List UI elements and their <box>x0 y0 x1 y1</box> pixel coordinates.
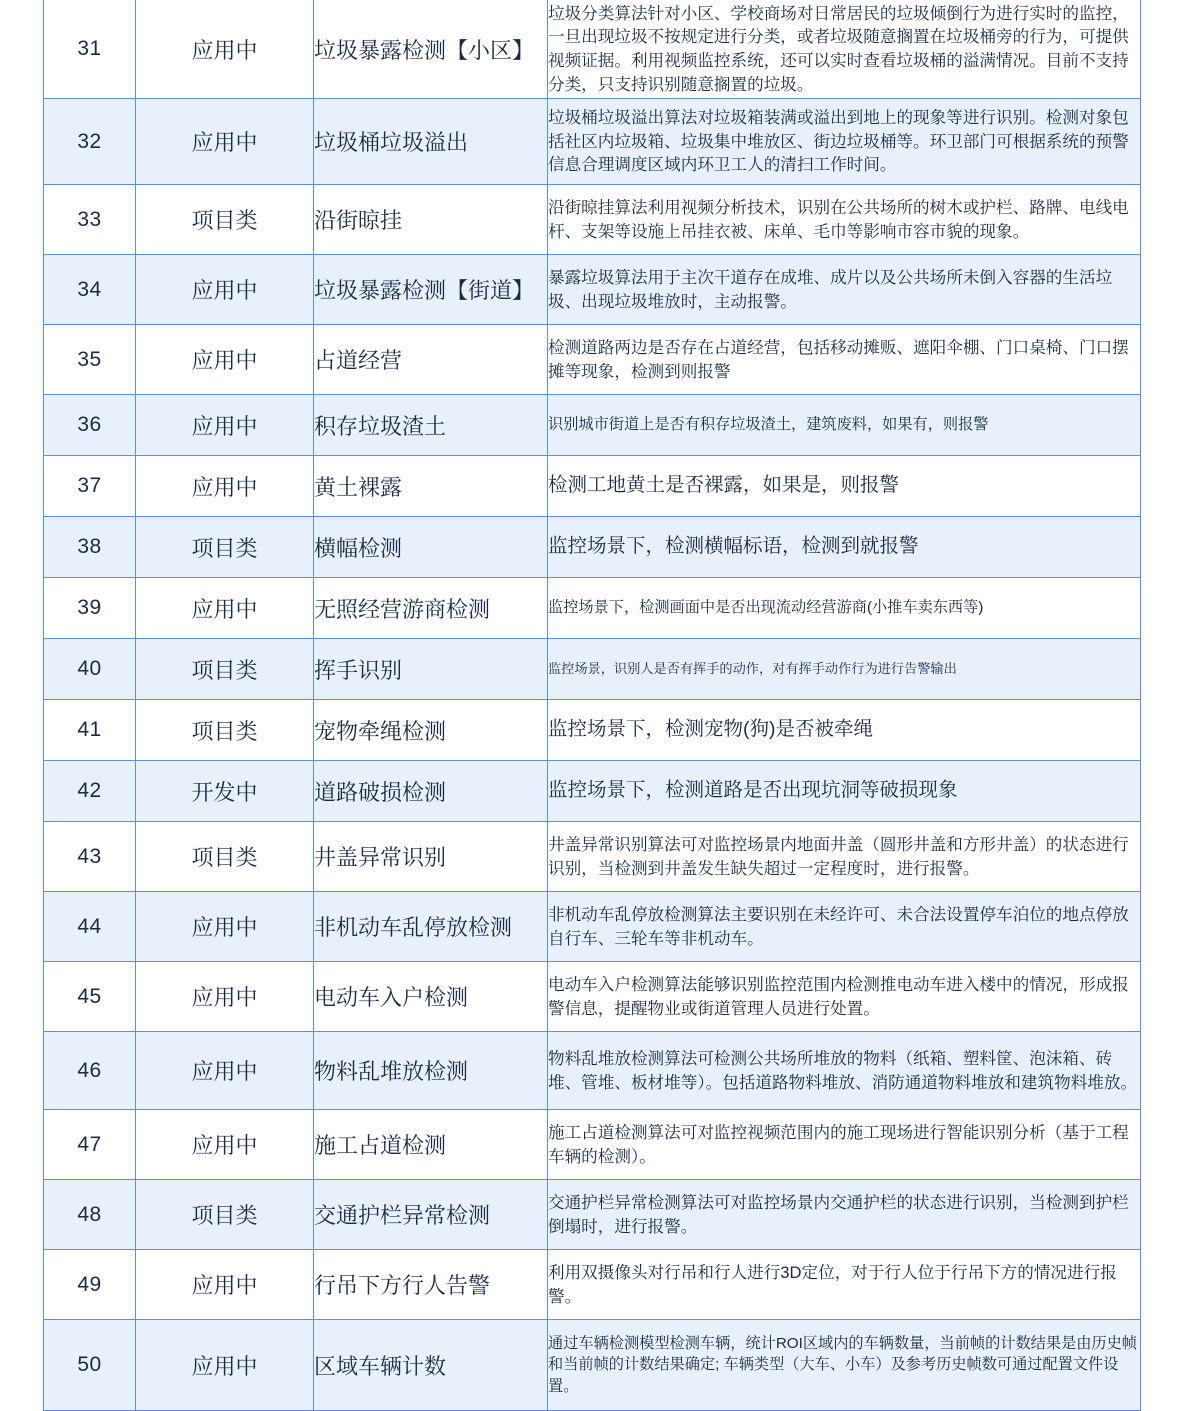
row-index-cell: 36 <box>44 395 136 456</box>
table-row[interactable] <box>44 1320 1141 1411</box>
row-algorithm-name-cell: 道路破损检测 <box>314 761 548 822</box>
row-index-cell: 32 <box>44 99 136 185</box>
row-status-cell: 应用中 <box>136 962 314 1032</box>
row-status-cell: 应用中 <box>136 395 314 456</box>
row-status-cell: 项目类 <box>136 639 314 700</box>
row-algorithm-name-cell: 区域车辆计数 <box>314 1320 548 1411</box>
row-status-cell: 开发中 <box>136 761 314 822</box>
row-status-cell: 应用中 <box>136 1320 314 1411</box>
row-status-cell: 应用中 <box>136 255 314 325</box>
table-row[interactable] <box>44 578 1141 639</box>
row-status-cell: 应用中 <box>136 1110 314 1180</box>
row-algorithm-name-cell: 物料乱堆放检测 <box>314 1032 548 1110</box>
row-index-cell: 34 <box>44 255 136 325</box>
row-index-cell: 35 <box>44 325 136 395</box>
row-description-cell: 暴露垃圾算法用于主次干道存在成堆、成片以及公共场所未倒入容器的生活垃圾、出现垃圾堆放时，主动报警。 <box>548 255 1141 325</box>
row-status-cell: 应用中 <box>136 99 314 185</box>
row-algorithm-name-cell: 黄土裸露 <box>314 456 548 517</box>
row-description-cell: 检测工地黄土是否裸露，如果是，则报警 <box>548 456 1141 517</box>
table-row[interactable] <box>44 255 1141 325</box>
row-status-cell: 应用中 <box>136 892 314 962</box>
row-status-cell: 项目类 <box>136 700 314 761</box>
row-algorithm-name-cell: 宠物牵绳检测 <box>314 700 548 761</box>
row-algorithm-name-cell: 积存垃圾渣土 <box>314 395 548 456</box>
row-algorithm-name-cell: 垃圾桶垃圾溢出 <box>314 99 548 185</box>
row-status-cell: 应用中 <box>136 578 314 639</box>
table-row[interactable] <box>44 761 1141 822</box>
row-index-cell: 46 <box>44 1032 136 1110</box>
row-algorithm-name-cell: 垃圾暴露检测【小区】 <box>314 0 548 99</box>
row-description-cell: 利用双摄像头对行吊和行人进行3D定位，对于行人位于行吊下方的情况进行报警。 <box>548 1250 1141 1320</box>
row-index-cell: 40 <box>44 639 136 700</box>
table-row[interactable] <box>44 639 1141 700</box>
row-algorithm-name-cell: 挥手识别 <box>314 639 548 700</box>
table-row[interactable] <box>44 822 1141 892</box>
table-row[interactable] <box>44 0 1141 99</box>
table-row[interactable] <box>44 325 1141 395</box>
row-description-cell: 检测道路两边是否存在占道经营，包括移动摊贩、遮阳伞棚、门口桌椅、门口摆摊等现象，检测到则报警 <box>548 325 1141 395</box>
row-index-cell: 41 <box>44 700 136 761</box>
row-status-cell: 项目类 <box>136 822 314 892</box>
row-algorithm-name-cell: 交通护栏异常检测 <box>314 1180 548 1250</box>
table-row[interactable] <box>44 962 1141 1032</box>
row-algorithm-name-cell: 占道经营 <box>314 325 548 395</box>
table-row[interactable] <box>44 1032 1141 1110</box>
row-index-cell: 33 <box>44 185 136 255</box>
row-algorithm-name-cell: 沿街晾挂 <box>314 185 548 255</box>
row-algorithm-name-cell: 施工占道检测 <box>314 1110 548 1180</box>
row-algorithm-name-cell: 垃圾暴露检测【街道】 <box>314 255 548 325</box>
row-description-cell: 沿街晾挂算法利用视频分析技术，识别在公共场所的树木或护栏、路牌、电线电杆、支架等设施上吊挂衣被、床单、毛巾等影响市容市貌的现象。 <box>548 185 1141 255</box>
row-algorithm-name-cell: 电动车入户检测 <box>314 962 548 1032</box>
algorithm-table <box>43 0 1141 1411</box>
row-status-cell: 应用中 <box>136 456 314 517</box>
table-row[interactable] <box>44 700 1141 761</box>
row-description-cell: 监控场景下，检测道路是否出现坑洞等破损现象 <box>548 761 1141 822</box>
table-row[interactable] <box>44 185 1141 255</box>
row-index-cell: 42 <box>44 761 136 822</box>
row-description-cell: 识别城市街道上是否有积存垃圾渣土，建筑废料，如果有，则报警 <box>548 395 1141 456</box>
row-index-cell: 50 <box>44 1320 136 1411</box>
row-algorithm-name-cell: 井盖异常识别 <box>314 822 548 892</box>
row-description-cell: 非机动车乱停放检测算法主要识别在未经许可、未合法设置停车泊位的地点停放自行车、三轮车等非机动车。 <box>548 892 1141 962</box>
table-row[interactable] <box>44 1110 1141 1180</box>
table-row[interactable] <box>44 99 1141 185</box>
table-row[interactable] <box>44 517 1141 578</box>
row-algorithm-name-cell: 无照经营游商检测 <box>314 578 548 639</box>
row-index-cell: 47 <box>44 1110 136 1180</box>
table-row[interactable] <box>44 456 1141 517</box>
row-index-cell: 45 <box>44 962 136 1032</box>
row-status-cell: 项目类 <box>136 1180 314 1250</box>
row-description-cell: 电动车入户检测算法能够识别监控范围内检测推电动车进入楼中的情况，形成报警信息，提醒物业或街道管理人员进行处置。 <box>548 962 1141 1032</box>
row-index-cell: 44 <box>44 892 136 962</box>
row-algorithm-name-cell: 横幅检测 <box>314 517 548 578</box>
row-description-cell: 垃圾桶垃圾溢出算法对垃圾箱装满或溢出到地上的现象等进行识别。检测对象包括社区内垃圾箱、垃圾集中堆放区、街边垃圾桶等。环卫部门可根据系统的预警信息合理调度区域内环卫工人的清扫工作时间。 <box>548 99 1141 185</box>
row-index-cell: 31 <box>44 0 136 99</box>
row-description-cell: 井盖异常识别算法可对监控场景内地面井盖（圆形井盖和方形井盖）的状态进行识别，当检测到井盖发生缺失超过一定程度时，进行报警。 <box>548 822 1141 892</box>
row-status-cell: 应用中 <box>136 0 314 99</box>
row-status-cell: 项目类 <box>136 517 314 578</box>
row-status-cell: 应用中 <box>136 1032 314 1110</box>
table-row[interactable] <box>44 1180 1141 1250</box>
row-index-cell: 43 <box>44 822 136 892</box>
row-description-cell: 施工占道检测算法可对监控视频范围内的施工现场进行智能识别分析（基于工程车辆的检测）。 <box>548 1110 1141 1180</box>
row-algorithm-name-cell: 行吊下方行人告警 <box>314 1250 548 1320</box>
row-description-cell: 交通护栏异常检测算法可对监控场景内交通护栏的状态进行识别，当检测到护栏倒塌时，进行报警。 <box>548 1180 1141 1250</box>
row-description-cell: 通过车辆检测模型检测车辆，统计ROI区域内的车辆数量，当前帧的计数结果是由历史帧和当前帧的计数结果确定; 车辆类型（大车、小车）及参考历史帧数可通过配置文件设置。 <box>548 1320 1141 1411</box>
row-description-cell: 监控场景下，检测宠物(狗)是否被牵绳 <box>548 700 1141 761</box>
row-algorithm-name-cell: 非机动车乱停放检测 <box>314 892 548 962</box>
table-row[interactable] <box>44 395 1141 456</box>
table-row[interactable] <box>44 1250 1141 1320</box>
row-description-cell: 物料乱堆放检测算法可检测公共场所堆放的物料（纸箱、塑料筐、泡沫箱、砖堆、管堆、板材堆等）。包括道路物料堆放、消防通道物料堆放和建筑物料堆放。 <box>548 1032 1141 1110</box>
row-status-cell: 项目类 <box>136 185 314 255</box>
row-status-cell: 应用中 <box>136 325 314 395</box>
row-index-cell: 49 <box>44 1250 136 1320</box>
row-index-cell: 38 <box>44 517 136 578</box>
row-description-cell: 监控场景，识别人是否有挥手的动作，对有挥手动作行为进行告警输出 <box>548 639 1141 700</box>
row-index-cell: 48 <box>44 1180 136 1250</box>
algorithm-table-body <box>44 0 1141 1411</box>
row-description-cell: 监控场景下，检测横幅标语，检测到就报警 <box>548 517 1141 578</box>
row-index-cell: 37 <box>44 456 136 517</box>
table-row[interactable] <box>44 892 1141 962</box>
row-index-cell: 39 <box>44 578 136 639</box>
row-description-cell: 监控场景下，检测画面中是否出现流动经营游商(小推车卖东西等) <box>548 578 1141 639</box>
row-status-cell: 应用中 <box>136 1250 314 1320</box>
row-description-cell: 垃圾分类算法针对小区、学校商场对日常居民的垃圾倾倒行为进行实时的监控，一旦出现垃圾不按规定进行分类，或者垃圾随意搁置在垃圾桶旁的行为，可提供视频证据。利用视频监控系统，还可以实时查看垃圾桶的溢满情况。目前不支持分类，只支持识别随意搁置的垃圾。 <box>548 0 1141 99</box>
